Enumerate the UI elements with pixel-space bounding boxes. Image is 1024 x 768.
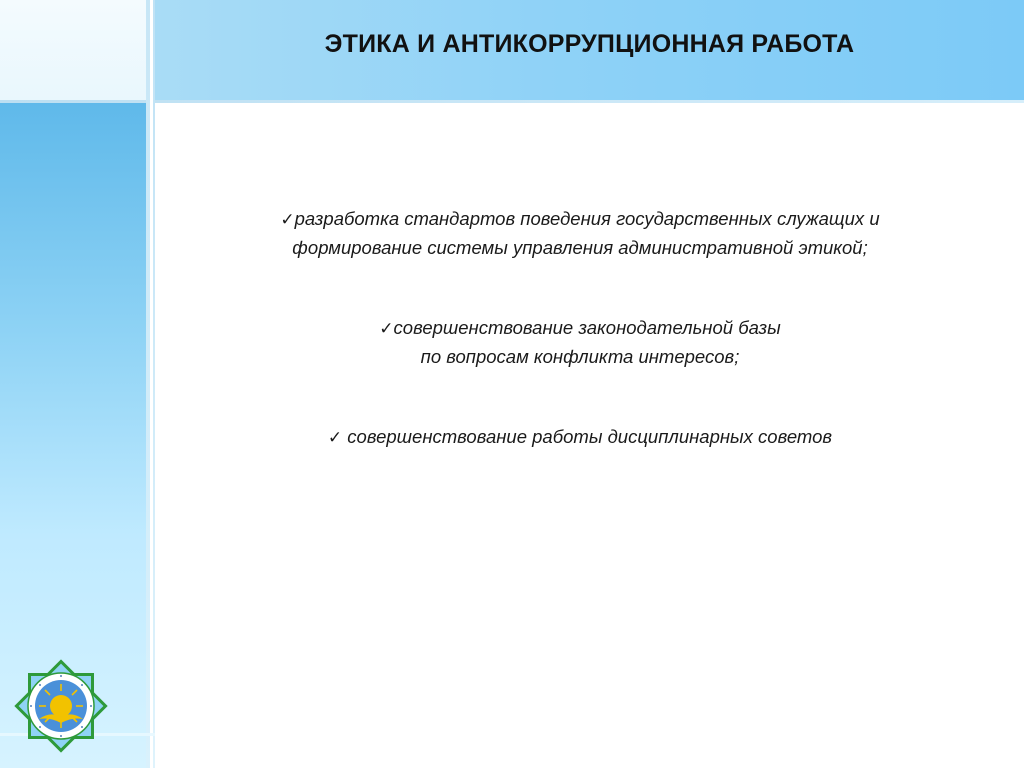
bullet-list: [190, 205, 970, 452]
kazakhstan-emblem-icon: [6, 651, 116, 761]
bullet-item-3: [190, 423, 970, 452]
bullet-line: [190, 314, 970, 343]
bullet-text: разработка стандартов поведения государственных служащих и: [294, 208, 880, 229]
bullet-text: совершенствование работы дисциплинарных советов: [342, 426, 833, 447]
bullet-text: совершенствование законодательной базы: [393, 317, 781, 338]
bullet-line: [190, 205, 970, 234]
bullet-line: формирование системы управления административной этикой;: [292, 237, 868, 258]
sun-icon: [50, 695, 72, 717]
bullet-line: по вопросам конфликта интересов;: [420, 346, 740, 367]
slide-title: ЭТИКА И АНТИКОРРУПЦИОННАЯ РАБОТА: [324, 30, 855, 58]
check-icon: ✓: [280, 210, 295, 230]
bullet-line: [190, 423, 970, 452]
check-icon: ✓: [379, 319, 394, 339]
bullet-item-1: [190, 205, 970, 262]
bullet-item-2: [190, 314, 970, 371]
corner-tile: [0, 0, 146, 100]
check-icon: ✓: [327, 428, 343, 448]
vertical-divider-inner: [153, 0, 155, 768]
